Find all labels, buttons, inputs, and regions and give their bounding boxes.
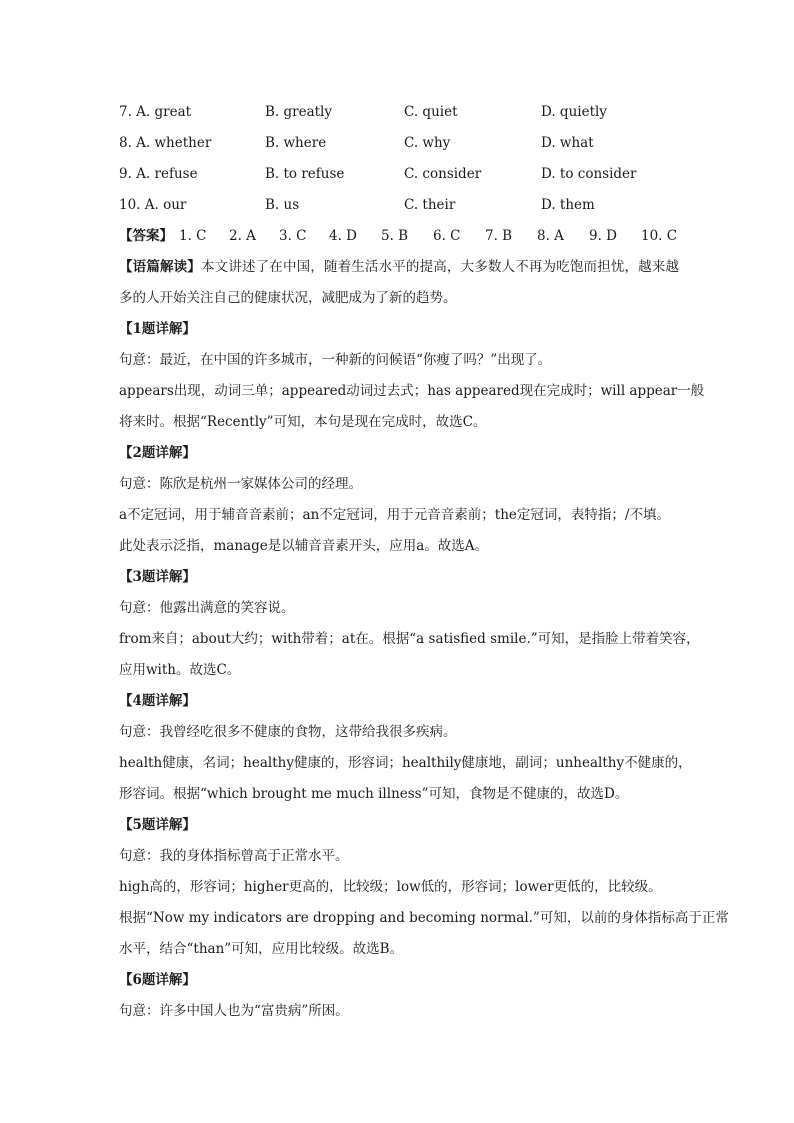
detail-line: 句意：最近，在中国的许多城市，一种新的问候语“你瘦了吗？”出现了。 [119, 352, 552, 368]
detail-heading: 【1题详解】 [119, 321, 196, 337]
answer-label: 【答案】 [119, 228, 173, 244]
detail-line: health健康，名词；healthy健康的，形容词；healthily健康地，副词；unhealthy不健康的， [119, 755, 692, 771]
option-b: B. where [265, 135, 327, 151]
option-a: 10. A. our [119, 197, 187, 213]
detail-heading: 【3题详解】 [119, 569, 196, 585]
reading-text: 本文讲述了在中国，随着生活水平的提高，大多数人不再为吃饱而担忧，越来越多的人开始关注自己的健康状况，减肥成为了新的趋势。 [119, 259, 680, 306]
option-row-8 [119, 128, 679, 159]
detail-line: 句意：许多中国人也为“富贵病”所困。 [119, 1003, 349, 1019]
detail-line: 形容词。根据“which brought me much illness”可知，食物是不健康的，故选D。 [119, 786, 629, 802]
detail-line: high高的，形容词；higher更高的，比较级；low低的，形容词；lower更低的，比较级。 [119, 879, 662, 895]
option-b: B. us [265, 197, 300, 213]
detail-line: 句意：我曾经吃很多不健康的食物，这带给我很多疾病。 [119, 724, 457, 740]
answer-item: 7. B [485, 228, 513, 244]
document-page [119, 97, 729, 1027]
option-d: D. what [541, 135, 594, 151]
answer-item: 1. C [179, 228, 207, 244]
detail-line: 句意：陈欣是杭州一家媒体公司的经理。 [119, 476, 362, 492]
answer-item: 6. C [433, 228, 461, 244]
option-c: C. why [404, 135, 451, 151]
reading-label: 【语篇解读】 [119, 259, 201, 275]
detail-line: 根据“Now my indicators are dropping and becoming normal.”可知，以前的身体指标高于正常 [119, 910, 729, 926]
option-row-10 [119, 190, 679, 221]
detail-line: 此处表示泛指，manage是以辅音音素开头，应用a。故选A。 [119, 538, 489, 554]
detail-section-3 [119, 562, 700, 686]
detail-heading: 【4题详解】 [119, 693, 196, 709]
option-d: D. to consider [541, 166, 637, 182]
reading-summary [119, 252, 679, 314]
detail-heading: 【5题详解】 [119, 817, 196, 833]
option-d: D. quietly [541, 104, 607, 120]
detail-section-4 [119, 686, 692, 810]
option-row-7 [119, 97, 679, 128]
answer-item: 8. A [537, 228, 564, 244]
answer-item: 5. B [381, 228, 409, 244]
answer-item: 10. C [641, 228, 678, 244]
detail-line: 句意：他露出满意的笑容说。 [119, 600, 295, 616]
option-c: C. quiet [404, 104, 458, 120]
detail-line: 将来时。根据“Recently”可知，本句是现在完成时，故选C。 [119, 414, 487, 430]
detail-section-6 [119, 965, 679, 1027]
answer-item: 2. A [229, 228, 256, 244]
option-a: 9. A. refuse [119, 166, 198, 182]
option-c: C. their [404, 197, 456, 213]
answer-item: 4. D [329, 228, 357, 244]
detail-section-1 [119, 314, 705, 438]
detail-line: appears出现，动词三单；appeared动词过去式；has appeared现在完成时；will appear一般 [119, 383, 705, 399]
option-a: 7. A. great [119, 104, 192, 120]
detail-line: 水平，结合“than”可知，应用比较级。故选B。 [119, 941, 404, 957]
option-row-9 [119, 159, 679, 190]
option-c: C. consider [404, 166, 482, 182]
option-a: 8. A. whether [119, 135, 212, 151]
option-b: B. to refuse [265, 166, 345, 182]
detail-section-5 [119, 810, 729, 965]
option-d: D. them [541, 197, 595, 213]
detail-line: 应用with。故选C。 [119, 662, 241, 678]
detail-section-2 [119, 438, 679, 562]
answer-key [119, 221, 679, 252]
detail-heading: 【2题详解】 [119, 445, 196, 461]
detail-line: 句意：我的身体指标曾高于正常水平。 [119, 848, 349, 864]
option-b: B. greatly [265, 104, 333, 120]
detail-line: from来自；about大约；with带着；at在。根据“a satisfied smile.”可知，是指脸上带着笑容， [119, 631, 700, 647]
detail-heading: 【6题详解】 [119, 972, 196, 988]
answer-item: 3. C [279, 228, 307, 244]
answer-item: 9. D [589, 228, 617, 244]
detail-line: a不定冠词，用于辅音音素前；an不定冠词，用于元音音素前；the定冠词，表特指；/不填。 [119, 507, 670, 523]
options-table [119, 97, 679, 221]
